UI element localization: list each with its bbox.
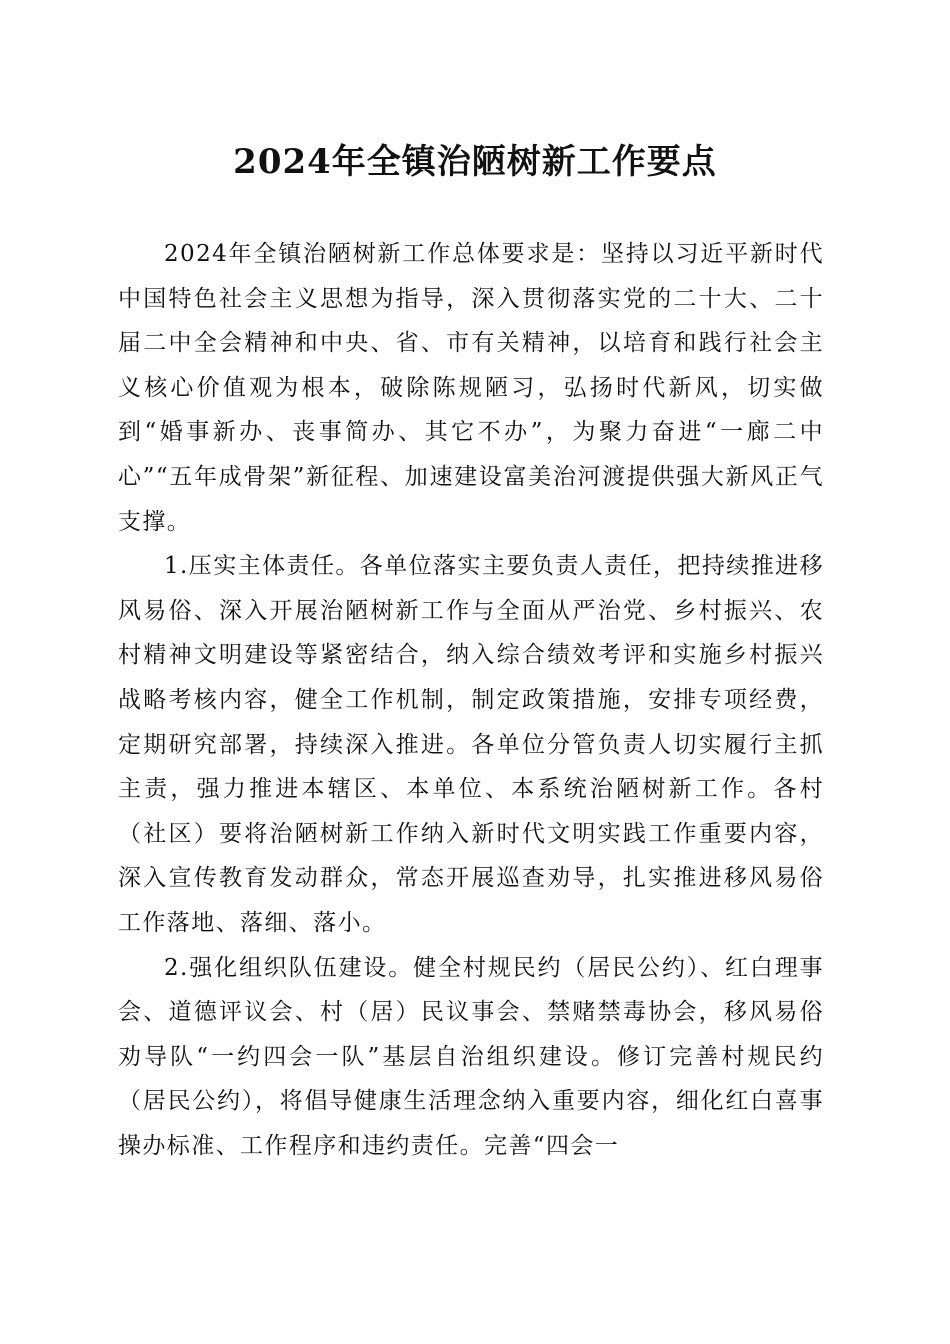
document-body <box>118 232 824 1168</box>
paragraph-overview: 2024年全镇治陋树新工作总体要求是：坚持以习近平新时代中国特色社会主义思想为指导，深入贯彻落实党的二十大、二十届二中全会精神和中央、省、市有关精神，以培育和践行社会主义核心价值观为根本，破除陈规陋习，弘扬时代新风，切实做到“婚事新办、丧事简办、其它不办”，为聚力奋进“一廊二中心”“五年成骨架”新征程、加速建设富美治河渡提供强大新风正气支撑。 <box>118 241 824 535</box>
document-title: 2024年全镇治陋树新工作要点 <box>233 142 717 182</box>
paragraph-item-1: 1.压实主体责任。各单位落实主要负责人责任，把持续推进移风易俗、深入开展治陋树新工作与全面从严治党、乡村振兴、农村精神文明建设等紧密结合，纳入综合绩效考评和实施乡村振兴战略考核内容，健全工作机制，制定政策措施，安排专项经费，定期研究部署，持续深入推进。各单位分管负责人切实履行主抓主责，强力推进本辖区、本单位、本系统治陋树新工作。各村（社区）要将治陋树新工作纳入新时代文明实践工作重要内容，深入宣传教育发动群众，常态开展巡查劝导，扎实推进移风易俗工作落地、落细、落小。 <box>118 553 824 936</box>
paragraph-item-2: 2.强化组织队伍建设。健全村规民约（居民公约）、红白理事会、道德评议会、村（居）民议事会、禁赌禁毒协会，移风易俗劝导队“一约四会一队”基层自治组织建设。修订完善村规民约（居民公约），将倡导健康生活理念纳入重要内容，细化红白喜事操办标准、工作程序和违约责任。完善“四会一 <box>118 954 824 1159</box>
